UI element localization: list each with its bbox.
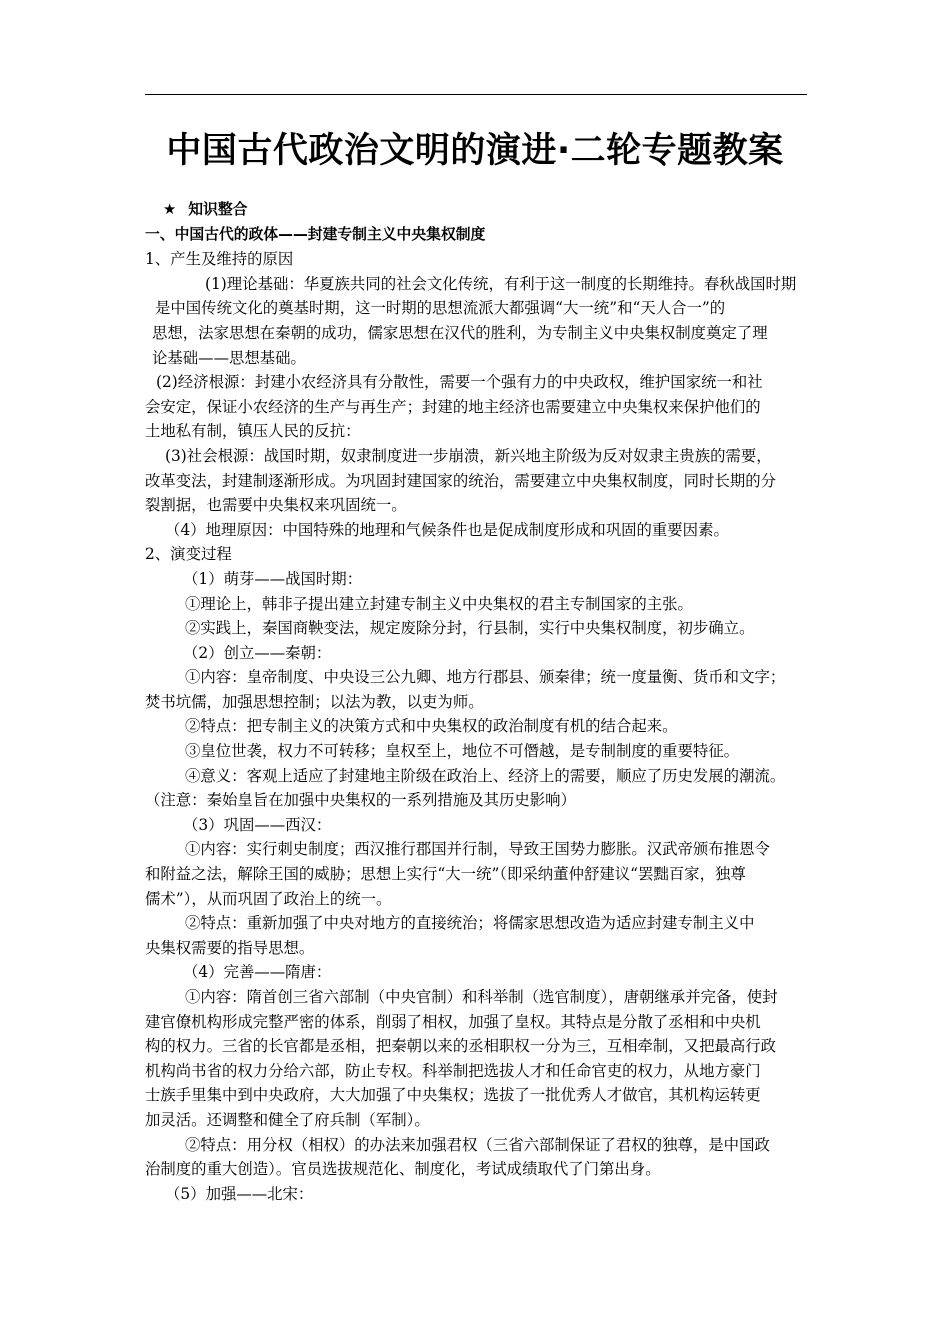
paragraph-line: ①内容：实行刺史制度；西汉推行郡国并行制，导致王国势力膨胀。汉武帝颁布推恩令 (185, 840, 770, 859)
paragraph-line: ②实践上，秦国商鞅变法，规定废除分封，行县制，实行中央集权制度，初步确立。 (185, 619, 755, 638)
document-body (145, 198, 813, 1206)
paragraph-line: ③皇位世袭，权力不可转移；皇权至上，地位不可僭越，是专制制度的重要特征。 (185, 742, 740, 761)
header-rule (145, 94, 807, 95)
paragraph-line: （4）地理原因：中国特殊的地理和气候条件也是促成制度形成和巩固的重要因素。 (165, 520, 729, 539)
paragraph-line: ①内容：皇帝制度、中央设三公九卿、地方行郡县、颁秦律；统一度量衡、货币和文字； (185, 668, 786, 687)
paragraph-line: （5）加强——北宋： (165, 1184, 314, 1203)
paragraph-line: ①理论上，韩非子提出建立封建专制主义中央集权的君主专制国家的主张。 (185, 594, 693, 613)
paragraph-line: (1)理论基础：华夏族共同的社会文化传统，有利于这一制度的长期维持。春秋战国时期 (205, 274, 797, 293)
paragraph-line: （3）巩固——西汉： (183, 815, 332, 834)
paragraph-line: 土地私有制，镇压人民的反抗： (145, 422, 361, 441)
paragraph-line: 士族手里集中到中央政府，大大加强了中央集权；选拔了一批优秀人才做官，其机构运转更 (145, 1086, 761, 1105)
section-heading (145, 198, 813, 223)
paragraph-line: 2、演变过程 (145, 545, 232, 564)
star-icon: ★ (163, 201, 177, 218)
paragraph-line: ④意义：客观上适应了封建地主阶级在政治上、经济上的需要，顺应了历史发展的潮流。 (185, 766, 786, 785)
paragraph-line: 构的权力。三省的长官都是丞相，把秦朝以来的丞相职权一分为三，互相牵制，又把最高行政 (145, 1037, 777, 1056)
section-heading-label: 知识整合 (188, 201, 248, 218)
paragraph-line: ①内容：隋首创三省六部制（中央官制）和科举制（选官制度），唐朝继承并完备，使封 (185, 988, 778, 1006)
paragraph-line: ②特点：用分权（相权）的办法来加强君权（三省六部制保证了君权的独尊，是中国政 (185, 1135, 770, 1154)
paragraph-line: 会安定，保证小农经济的生产与再生产；封建的地主经济也需要建立中央集权来保护他们的 (145, 397, 761, 416)
paragraph-line: 建官僚机构形成完整严密的体系，削弱了相权，加强了皇权。其特点是分散了丞相和中央机 (145, 1012, 761, 1031)
paragraph-line: 改革变法，封建制逐渐形成。为巩固封建国家的统治，需要建立中央集权制度，同时长期的分 (145, 471, 777, 490)
paragraph-line: 1、产生及维持的原因 (145, 250, 294, 269)
paragraph-line: ②特点：把专制主义的决策方式和中央集权的政治制度有机的结合起来。 (185, 717, 678, 736)
paragraph-line: 思想，法家思想在秦朝的成功，儒家思想在汉代的胜利，为专制主义中央集权制度奠定了理 (152, 323, 768, 342)
paragraph-line: 机构尚书省的权力分给六部，防止专权。科举制把选拔人才和任命官吏的权力，从地方豪门 (145, 1061, 761, 1080)
paragraph-line: （4）完善——隋唐： (183, 963, 332, 982)
paragraph-line: 裂割据，也需要中央集权来巩固统一。 (145, 496, 407, 515)
paragraph-line: 儒术”），从而巩固了政治上的统一。 (145, 889, 392, 908)
paragraph-line: 焚书坑儒，加强思想控制；以法为教，以吏为师。 (145, 692, 484, 711)
paragraph-line: 加灵活。还调整和健全了府兵制（军制）。 (145, 1110, 430, 1129)
paragraph-line: （2）创立——秦朝： (183, 643, 332, 662)
paragraph-line: (2)经济根源：封建小农经济具有分散性，需要一个强有力的中央政权，维护国家统一和社 (156, 373, 763, 392)
paragraph-line: 治制度的重大创造）。官员选拔规范化、制度化，考试成绩取代了门第出身。 (145, 1160, 661, 1179)
paragraph-line: 是中国传统文化的奠基时期，这一时期的思想流派大都强调“大一统”和“天人合一”的 (155, 299, 726, 318)
document-title: 中国古代政治文明的演进·二轮专题教案 (166, 131, 784, 171)
paragraph-line: (3)社会根源：战国时期，奴隶制度进一步崩溃，新兴地主阶级为反对奴隶主贵族的需要， (165, 446, 772, 465)
paragraph-line: 论基础——思想基础。 (152, 348, 306, 367)
paragraph-line: （注意：秦始皇旨在加强中央集权的一系列措施及其历史影响） (145, 791, 576, 810)
paragraph-line: 央集权需要的指导思想。 (145, 938, 315, 957)
section-title: 一、中国古代的政体——封建专制主义中央集权制度 (145, 225, 486, 243)
paragraph-line: ②特点：重新加强了中央对地方的直接统治；将儒家思想改造为适应封建专制主义中 (185, 914, 755, 933)
paragraph-line: 和附益之法，解除王国的威胁；思想上实行“大一统”（即采纳董仲舒建议“罢黜百家，独尊 (145, 865, 746, 884)
paragraph-line: （1）萌芽——战国时期： (183, 569, 363, 588)
